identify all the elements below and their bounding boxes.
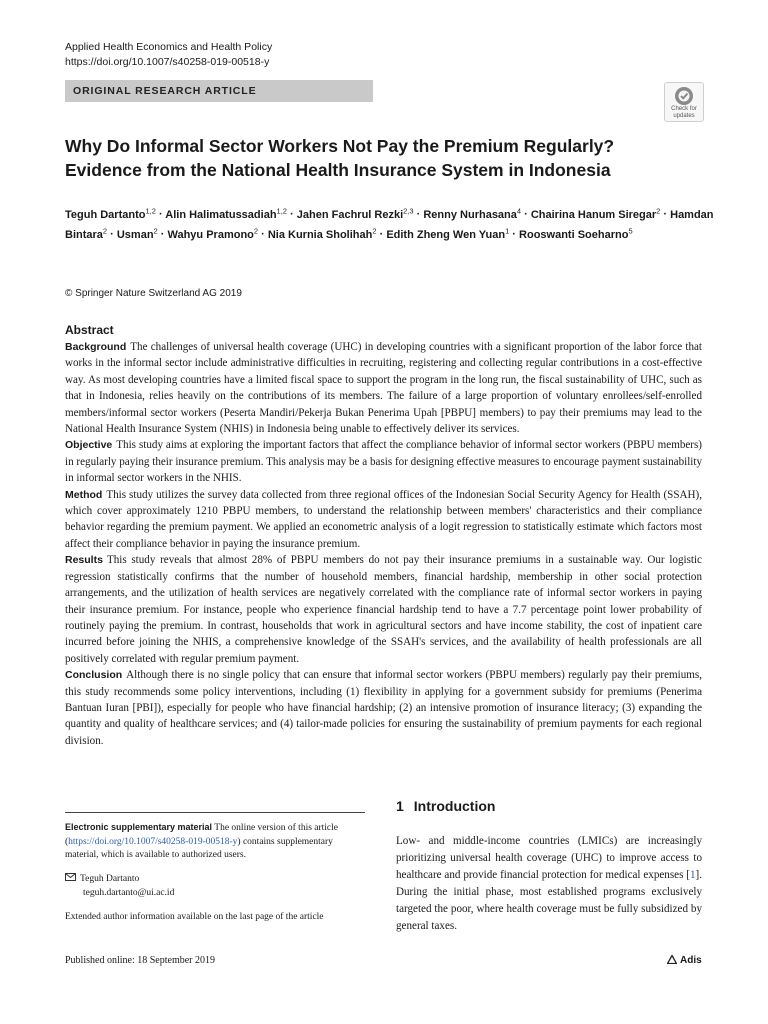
- author-name: Teguh Dartanto: [65, 208, 146, 221]
- abstract-method: [65, 487, 702, 553]
- author[interactable]: [65, 206, 156, 221]
- conclusion-text: Although there is no single policy that can ensure that informal sector workers (PBPU members) regularly pay their premiums, this study recommends some policy interventions, including (1) flexibility in applying for a government subsidy for premiums (Penerima Bantuan Iuran [PBI]), especially for people who have financial hardship; (2) an intensive promotion of insurance literacy; (3) expanding the quantity and quality of healthcare services; and (4) tailor-made policies for ensuring the sustainability of premium payments for each regional division.: [65, 669, 702, 747]
- method-text: This study utilizes the survey data collected from three regional offices of the Indonesian Social Security Agency for Health (SSAH), which cover approximately 1210 PBPU members, to understand the relationship between members' characteristics and their compliance behavior regarding the premium payment. We applied an econometric analysis of a logit regression to statistically estimate which factors most affect their compliance behavior in paying the insurance premium.: [65, 488, 702, 550]
- author[interactable]: [267, 226, 377, 241]
- author-name: Usman: [116, 228, 154, 241]
- author-name: Wahyu Pramono: [167, 228, 254, 241]
- author[interactable]: [386, 226, 510, 241]
- author-affiliation: 2: [656, 206, 661, 215]
- author[interactable]: [167, 226, 259, 241]
- author-affiliation: 2: [253, 226, 259, 236]
- section-number: 1: [396, 798, 404, 814]
- author-name: Edith Zheng Wen Yuan: [386, 228, 506, 241]
- author-affiliation: 2: [102, 226, 108, 236]
- author[interactable]: [296, 206, 414, 221]
- introduction-paragraph: [396, 833, 702, 936]
- author[interactable]: [519, 226, 633, 241]
- esm-doi-link[interactable]: https://doi.org/10.1007/s40258-019-00518-y: [68, 836, 238, 847]
- author-affiliation: 2,3: [403, 206, 414, 215]
- esm-text-1: The online version of this article (: [65, 823, 339, 847]
- corresponding-author-email[interactable]: teguh.dartanto@ui.ac.id: [83, 887, 175, 898]
- author-list: Teguh Dartanto$^{1,2}$ · Alin Halimatussadiah$^{1,2}$ · Jahen Fachrul Rezki$^{2,3}$ · Renny Nurhasana$^4$ · Chairina Hanum Siregar$^2$ · Hamdan Bintara$^2$ · Usman$^2$ · Wahyu Pramono$^2$ · Nia Kurnia Sholihah$^2$ · Edith Zheng Wen Yuan$^1$ · Rooswanti Soeharno$^5$: [65, 206, 714, 241]
- corresponding-author: [65, 873, 174, 900]
- journal-header: [65, 40, 272, 70]
- author[interactable]: [116, 226, 158, 241]
- publisher-name: Adis: [680, 955, 702, 966]
- author-name: Renny Nurhasana: [423, 208, 517, 221]
- author-name: Rooswanti Soeharno: [519, 228, 629, 241]
- corresponding-author-name: Teguh Dartanto: [80, 874, 140, 884]
- abstract-conclusion: [65, 667, 702, 749]
- objective-label: Objective: [65, 439, 113, 452]
- author[interactable]: [423, 206, 522, 221]
- results-label: Results: [65, 554, 103, 567]
- abstract-objective: [65, 437, 702, 486]
- publisher-logo: [667, 955, 702, 966]
- article-type-banner: ORIGINAL RESEARCH ARTICLE: [65, 80, 373, 102]
- author-affiliation: 1: [505, 226, 510, 236]
- author-affiliation: 2: [372, 226, 377, 236]
- abstract-results: [65, 552, 702, 667]
- author-name: Hamdan Bintara: [65, 208, 714, 241]
- author-name: Jahen Fachrul Rezki: [296, 208, 404, 221]
- citation-link[interactable]: 1: [689, 869, 696, 882]
- publication-date: Published online: 18 September 2019: [65, 955, 215, 966]
- envelope-icon: [65, 873, 80, 887]
- intro-text-1: Low- and middle-income countries (LMICs) are increasingly prioritizing universal health coverage (UHC) to improve access to healthcare and provide financial protection for medical expenses [: [396, 835, 702, 882]
- extended-author-info: Extended author information available on the last page of the article: [65, 912, 324, 922]
- supplementary-material-note: [65, 821, 355, 863]
- title-line-2: Evidence from the National Health Insurance System in Indonesia: [65, 160, 611, 180]
- check-updates-icon: [674, 86, 694, 106]
- adis-triangle-icon: [667, 955, 677, 964]
- author[interactable]: [530, 206, 661, 221]
- copyright-notice: © Springer Nature Switzerland AG 2019: [65, 288, 242, 299]
- background-label: Background: [65, 341, 127, 353]
- check-for-updates-badge[interactable]: [664, 82, 704, 122]
- author-affiliation: 5: [628, 226, 633, 236]
- author-affiliation: 1,2: [276, 206, 287, 215]
- article-title: [65, 134, 705, 182]
- author-affiliation: 4: [516, 206, 522, 215]
- method-label: Method: [65, 488, 103, 501]
- journal-name: Applied Health Economics and Health Policy: [65, 41, 273, 53]
- author-name: Chairina Hanum Siregar: [530, 208, 657, 221]
- conclusion-label: Conclusion: [65, 669, 123, 682]
- abstract-background: [65, 339, 702, 437]
- introduction-heading: [396, 798, 495, 814]
- author-affiliation: 1,2: [145, 206, 156, 215]
- author[interactable]: [165, 206, 287, 221]
- author-name: Alin Halimatussadiah: [165, 208, 277, 221]
- objective-text: This study aims at exploring the important factors that affect the compliance behavior of informal sector workers (PBPU members) in regularly paying their insurance premium. This analysis may be a basis for designing effective measures to encourage payment sustainability in informal sector workers in the NHIS.: [65, 439, 702, 485]
- abstract-section: [65, 322, 702, 749]
- abstract-heading: Abstract: [65, 323, 114, 337]
- background-text: The challenges of universal health coverage (UHC) in developing countries with a significant proportion of the labor force that works in the informal sector include administrative difficulties in recruiting, registering and collecting regular contributions in a cost-effective way. As most developing countries have a limited fiscal space to support the program in the long run, the fiscal sustainability of UHC, such as that in Indonesia, relies heavily on the contributions of its members. The failure of a large proportion of voluntary enrollees/self-enrolled members/informal sector workers (Peserta Mandiri/Pekerja Bukan Penerima Upah [PBPU] members) to pay their premiums may lead to the National Health Insurance System (NHIS) in Indonesia being unable to effectively deliver its services.: [65, 341, 702, 436]
- check-badge-line2: updates: [673, 112, 695, 119]
- check-badge-line1: Check for: [671, 106, 697, 112]
- results-text: This study reveals that almost 28% of PBPU members do not pay their insurance premiums in a sustainable way. Our logistic regression statistically confirms that the number of household members, financial hardship, membership in other social protection arrangements, and the utilization of health services are negatively correlated with the compliance rate of informal sector workers in paying their insurance premium. For instance, people who experience financial hardship tend to have a 7.7 percentage point lower probability of routinely paying the premium. In contrast, households that work in agricultural sectors and have income stability, the cost of inpatient care incurred before joining the NHIS, a comprehensive knowledge of the SSAH's services, and the availability of health professionals are all positively correlated with regular premium payment.: [65, 554, 702, 665]
- footnote-divider: [65, 812, 365, 813]
- intro-text-2: ]. During the initial phase, most established programs exclusively targeted the poor, where health coverage must be fully subsidized by general taxes.: [396, 869, 702, 933]
- section-title: Introduction: [413, 798, 496, 814]
- esm-label: Electronic supplementary material: [65, 822, 213, 832]
- author-name: Nia Kurnia Sholihah: [267, 228, 373, 241]
- title-line-1: Why Do Informal Sector Workers Not Pay the Premium Regularly?: [65, 136, 615, 156]
- article-doi[interactable]: https://doi.org/10.1007/s40258-019-00518-y: [65, 56, 270, 68]
- esm-text-2: ) contains supplementary material, which is available to authorized users.: [65, 836, 333, 860]
- author-affiliation: 2: [153, 226, 158, 236]
